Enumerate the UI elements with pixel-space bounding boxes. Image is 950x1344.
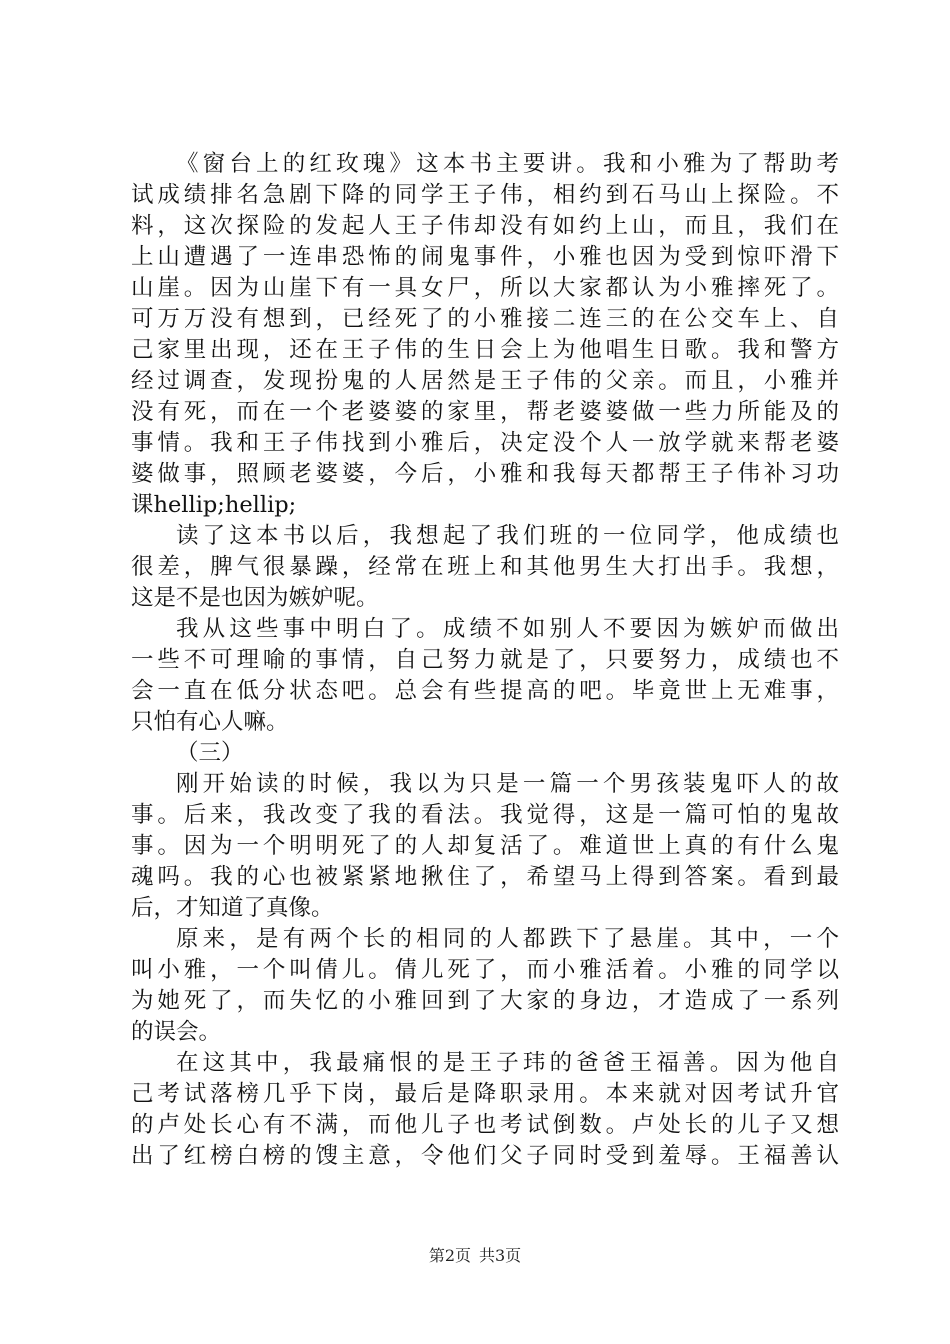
text-line: 我从这些事中明白了。成绩不如别人不要因为嫉妒而做出 bbox=[176, 616, 839, 642]
text-line: 只怕有心人嘛。 bbox=[131, 709, 289, 735]
page-footer bbox=[0, 1245, 950, 1267]
text-line: 课hellip;hellip; bbox=[131, 492, 297, 518]
text-line: 料，这次探险的发起人王子伟却没有如约上山，而且，我们在 bbox=[131, 213, 839, 239]
text-line: 婆做事，照顾老婆婆，今后，小雅和我每天都帮王子伟补习功 bbox=[131, 461, 839, 487]
text-line: 刚开始读的时候，我以为只是一篇一个男孩装鬼吓人的故 bbox=[176, 771, 839, 797]
document-body bbox=[131, 149, 839, 1172]
text-line: 在这其中，我最痛恨的是王子玮的爸爸王福善。因为他自 bbox=[176, 1050, 839, 1076]
text-line: 事。后来，我改变了我的看法。我觉得，这是一篇可怕的鬼故 bbox=[131, 802, 839, 828]
text-line: 没有死，而在一个老婆婆的家里，帮老婆婆做一些力所能及的 bbox=[131, 399, 839, 425]
text-line: 上山遭遇了一连串恐怖的闹鬼事件，小雅也因为受到惊吓滑下 bbox=[131, 244, 839, 270]
page-total: 共3页 bbox=[479, 1246, 522, 1265]
text-line: 试成绩排名急剧下降的同学王子伟，相约到石马山上探险。不 bbox=[131, 182, 839, 208]
text-line: 一些不可理喻的事情，自己努力就是了，只要努力，成绩也不 bbox=[131, 647, 839, 673]
page-number: 第2页 bbox=[428, 1246, 471, 1265]
text-line: 这是不是也因为嫉妒呢。 bbox=[131, 585, 379, 611]
text-line: 可万万没有想到，已经死了的小雅接二连三的在公交车上、自 bbox=[131, 306, 839, 332]
text-line: 事情。我和王子伟找到小雅后，决定没个人一放学就来帮老婆 bbox=[131, 430, 839, 456]
text-line: 原来，是有两个长的相同的人都跌下了悬崖。其中，一个 bbox=[176, 926, 839, 952]
text-line: 《窗台上的红玫瑰》这本书主要讲。我和小雅为了帮助考 bbox=[176, 151, 839, 177]
text-line: 很差，脾气很暴躁，经常在班上和其他男生大打出手。我想， bbox=[131, 554, 839, 580]
text-line: 经过调查，发现扮鬼的人居然是王子伟的父亲。而且，小雅并 bbox=[131, 368, 839, 394]
text-line: 事。因为一个明明死了的人却复活了。难道世上真的有什么鬼 bbox=[131, 833, 839, 859]
text-line: 的卢处长心有不满，而他儿子也考试倒数。卢处长的儿子又想 bbox=[131, 1112, 839, 1138]
text-line: 为她死了，而失忆的小雅回到了大家的身边，才造成了一系列 bbox=[131, 988, 839, 1014]
text-line: 魂吗。我的心也被紧紧地揪住了，希望马上得到答案。看到最 bbox=[131, 864, 839, 890]
text-line: （三） bbox=[176, 740, 244, 766]
text-line: 的误会。 bbox=[131, 1019, 222, 1045]
text-line: 己考试落榜几乎下岗，最后是降职录用。本来就对因考试升官 bbox=[131, 1081, 839, 1107]
text-line: 会一直在低分状态吧。总会有些提高的吧。毕竟世上无难事， bbox=[131, 678, 839, 704]
text-line: 叫小雅，一个叫倩儿。倩儿死了，而小雅活着。小雅的同学以 bbox=[131, 957, 839, 983]
text-line: 山崖。因为山崖下有一具女尸，所以大家都认为小雅摔死了。 bbox=[131, 275, 839, 301]
text-line: 己家里出现，还在王子伟的生日会上为他唱生日歌。我和警方 bbox=[131, 337, 839, 363]
text-line: 读了这本书以后，我想起了我们班的一位同学，他成绩也 bbox=[176, 523, 839, 549]
text-line: 出了红榜白榜的馊主意，令他们父子同时受到羞辱。王福善认 bbox=[131, 1143, 839, 1169]
text-line: 后，才知道了真像。 bbox=[131, 895, 334, 921]
